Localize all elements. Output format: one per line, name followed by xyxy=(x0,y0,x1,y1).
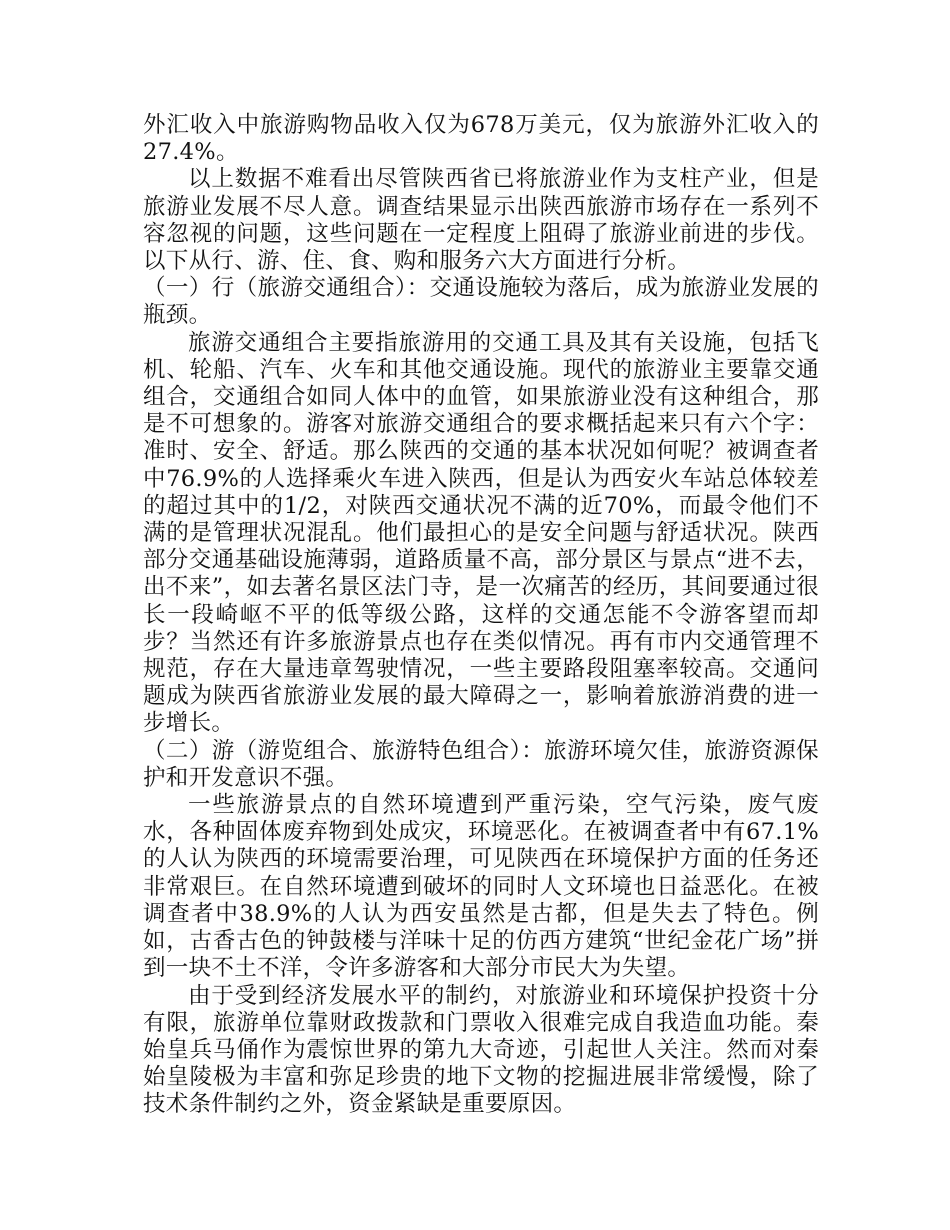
section-heading-transport: （一）行（旅游交通组合）：交通设施较为落后，成为旅游业发展的瓶颈。 xyxy=(143,275,819,329)
section-heading-sightseeing: （二）游（游览组合、旅游特色组合）：旅游环境欠佳，旅游资源保护和开发意识不强。 xyxy=(143,737,819,791)
paragraph-continuation: 外汇收入中旅游购物品收入仅为678万美元，仅为旅游外汇收入的27.4%。 xyxy=(143,112,819,166)
document-page xyxy=(143,112,819,1119)
paragraph-transport: 旅游交通组合主要指旅游用的交通工具及其有关设施，包括飞机、轮船、汽车、火车和其他交通设施。现代的旅游业主要靠交通组合，交通组合如同人体中的血管，如果旅游业没有这种组合，那是不可想象的。游客对旅游交通组合的要求概括起来只有六个字：准时、安全、舒适。那么陕西的交通的基本状况如何呢？被调查者中76.9%的人选择乘火车进入陕西，但是认为西安火车站总体较差的超过其中的1/2，对陕西交通状况不满的近70%，而最令他们不满的是管理状况混乱。他们最担心的是安全问题与舒适状况。陕西部分交通基础设施薄弱，道路质量不高，部分景区与景点“进不去，出不来”，如去著名景区法门寺，是一次痛苦的经历，其间要通过很长一段崎岖不平的低等级公路，这样的交通怎能不令游客望而却步？当然还有许多旅游景点也存在类似情况。再有市内交通管理不规范，存在大量违章驾驶情况，一些主要路段阻塞率较高。交通问题成为陕西省旅游业发展的最大障碍之一，影响着旅游消费的进一步增长。 xyxy=(143,329,819,737)
paragraph-investment: 由于受到经济发展水平的制约，对旅游业和环境保护投资十分有限，旅游单位靠财政拨款和门票收入很难完成自我造血功能。秦始皇兵马俑作为震惊世界的第九大奇迹，引起世人关注。然而对秦始皇陵极为丰富和弥足珍贵的地下文物的挖掘进展非常缓慢，除了技术条件制约之外，资金紧缺是重要原因。 xyxy=(143,982,819,1118)
paragraph-environment: 一些旅游景点的自然环境遭到严重污染，空气污染，废气废水，各种固体废弃物到处成灾，环境恶化。在被调查者中有67.1%的人认为陕西的环境需要治理，可见陕西在环境保护方面的任务还非常艰巨。在自然环境遭到破坏的同时人文环境也日益恶化。在被调查者中38.9%的人认为西安虽然是古都，但是失去了特色。例如，古香古色的钟鼓楼与洋味十足的仿西方建筑“世纪金花广场”拼到一块不土不洋，令许多游客和大部分市民大为失望。 xyxy=(143,792,819,982)
paragraph-summary: 以上数据不难看出尽管陕西省已将旅游业作为支柱产业，但是旅游业发展不尽人意。调查结果显示出陕西旅游市场存在一系列不容忽视的问题，这些问题在一定程度上阻碍了旅游业前进的步伐。以下从行、游、住、食、购和服务六大方面进行分析。 xyxy=(143,166,819,275)
